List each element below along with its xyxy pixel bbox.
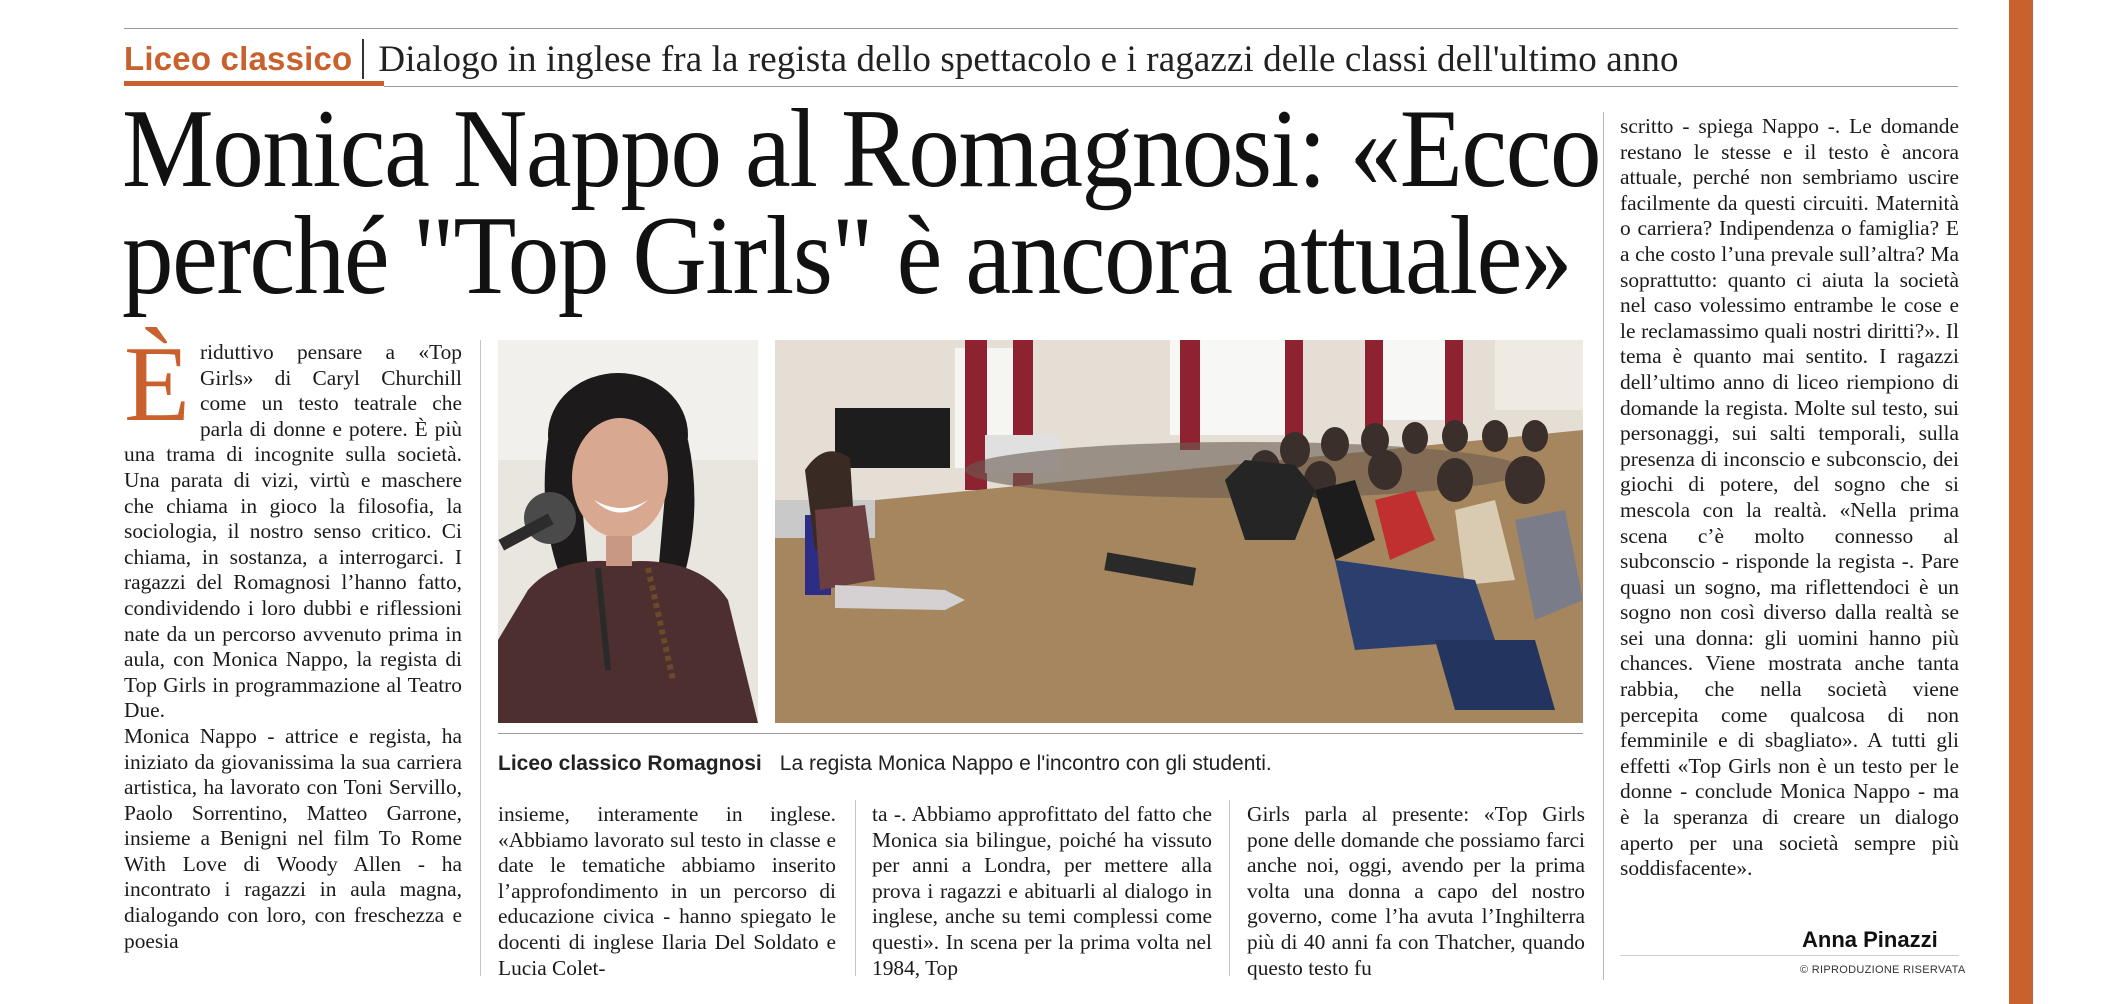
top-rule <box>124 28 1958 29</box>
article-column-4: Girls parla al presente: «Top Girls pone delle domande che possiamo farci anche noi, oggi, avendo per la prima volta una donna a capo del nostro governo, come l’ha avuta l’Inghilterra più di 40 anni fa con Thatcher, quando questo testo fu <box>1247 802 1585 980</box>
accent-side-bar <box>2009 0 2033 1004</box>
copyright-notice: © RIPRODUZIONE RISERVATA <box>1800 964 1966 976</box>
caption-text: La regista Monica Nappo e l'incontro con gli studenti. <box>779 752 1272 775</box>
byline-rule <box>1620 955 1959 956</box>
column-divider <box>1229 800 1230 976</box>
headline-line-2: perché "Top Girls" è ancora attuale» <box>122 194 1572 318</box>
article-column-5: scritto - spiega Nappo -. Le domande restano le stesse e il testo è ancora attuale, perché non sembriamo uscire facilmente da questi circuiti. Maternità o carriera? Indipendenza o famiglia? E a che costo l’una prevale sull’altra? Ma soprattutto: quanto ci aiuta la società nel caso volessimo entrambe le cose e le reclamassimo quali nostri diritti?». Il tema è quanto mai sentito. I ragazzi dell’ultimo anno di liceo riempiono di domande la regista. Molte sul testo, sui personaggi, sui salti temporali, sulla presenza di inconscio e subconscio, dei giochi di potere, del sogno che si mescola con la realtà. «Nella prima scena c’è molto connesso al subconscio - risponde la regista -. Pare quasi un sogno, ma riflettendoci è un sogno non così diverso dalla realtà se sei una donna: gli uomini hanno più chances. Viene mostrata anche tanta rabbia, che nella società viene percepita come qualcosa di non femminile e di sbagliato». A tutti gli effetti «Top Girls non è un testo per le donne - conclude Monica Nappo - ma è la speranza di creare un dialogo aperto per una società sempre più soddisfacente». <box>1620 114 1959 881</box>
photo-caption <box>498 752 1272 776</box>
section-label-underline <box>124 81 384 86</box>
classroom-photo <box>775 340 1583 723</box>
caption-rule <box>498 733 1583 734</box>
drop-cap: È <box>124 325 190 444</box>
kicker-separator <box>362 39 364 79</box>
caption-label: Liceo classico Romagnosi <box>498 752 762 775</box>
portrait-image <box>498 340 758 723</box>
section-label: Liceo classico <box>124 40 353 77</box>
column-divider <box>855 800 856 976</box>
kicker-subtitle: Dialogo in inglese fra la regista dello spettacolo e i ragazzi delle classi dell'ultimo anno <box>378 38 1679 80</box>
kicker <box>124 34 1679 84</box>
paragraph: Monica Nappo - attrice e regista, ha iniziato da giovanissima la sua carriera artistica, ha lavorato con Toni Servillo, Paolo Sorrentino, Matteo Garrone, insieme a Benigni nel film To Rome With Love di Woody Allen - ha incontrato i ragazzi in aula magna, dialogando con loro, con freschezza e poesia <box>124 723 462 953</box>
article-column-2: insieme, interamente in inglese. «Abbiamo lavorato sul testo in classe e date le tematiche abbiamo inserito l’approfondimento in un percorso di educazione civica - hanno spiegato le docenti di inglese Ilaria Del Soldato e Lucia Colet- <box>498 802 836 980</box>
article-column-3: ta -. Abbiamo approfittato del fatto che Monica sia bilingue, poiché ha vissuto per anni a Londra, per mettere alla prova i ragazzi e abituarli al dialogo in inglese, anche su temi complessi come questi». In scena per la prima volta nel 1984, Top <box>872 802 1212 980</box>
lead-text: riduttivo pensare a «Top Girls» di Caryl Churchill come un testo teatrale che parla di donne e potere. È più una trama di incognite sulla società. Una parata di vizi, virtù e maschere che chiama in gioco la filosofia, la sociologia, il nostro senso critico. Ci chiama, in sostanza, a interrogarci. I ragazzi del Romagnosi l’hanno fatto, condividendo i loro dubbi e riflessioni nate da un percorso avvenuto prima in aula, con Monica Nappo, la regista di Top Girls in programmazione al Teatro Due. <box>124 340 462 723</box>
headline <box>122 87 1601 318</box>
byline: Anna Pinazzi <box>1802 927 1938 952</box>
lead-paragraph <box>124 325 462 724</box>
column-divider <box>480 340 481 976</box>
article-column-1 <box>124 325 462 954</box>
right-column-divider <box>1603 112 1604 980</box>
classroom-image <box>775 340 1583 723</box>
portrait-photo <box>498 340 758 723</box>
headline-line-1: Monica Nappo al Romagnosi: «Ecco <box>122 87 1601 211</box>
